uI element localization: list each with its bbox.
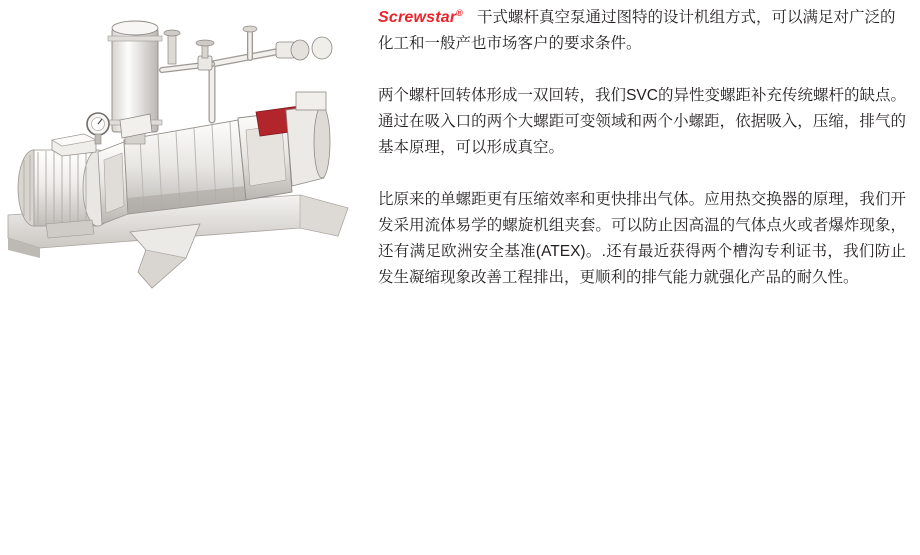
outlet-flange xyxy=(286,92,330,186)
piping xyxy=(162,26,286,120)
paragraph-spacer-2 xyxy=(378,161,906,187)
product-image xyxy=(0,0,360,300)
description-column xyxy=(378,0,906,291)
brand-paragraph xyxy=(378,0,906,57)
motor-assembly xyxy=(18,134,113,238)
paragraph-spacer-1 xyxy=(378,57,906,83)
paragraph-1: 干式螺杆真空泵通过图特的设计机组方式，可以满足对广泛的化工和一般产也市场客户的要求条件。 xyxy=(378,9,896,53)
brand-superscript: ® xyxy=(456,8,463,18)
coupling-housing xyxy=(98,142,128,224)
brand-name: Screwstar xyxy=(378,9,457,27)
paragraph-3: 比原来的单螺距更有压缩效率和更快排出气体。应用热交换器的原理，我们开发采用流体易学的螺旋机组夹套。可以防止因高温的气体点火或者爆炸现象，还有满足欧洲安全基准(ATEX)。.还有最近获得两个槽沟专利证书，我们防止发生凝缩现象改善工程排出，更顺利的排气能力就强化产品的耐久性。 xyxy=(378,191,906,287)
vacuum-pump-illustration xyxy=(0,0,360,300)
paragraph-2: 两个螺杆回转体形成一双回转，我们SVC的异性变螺距补充传统螺杆的缺点。通过在吸入口的两个大螺距可变领域和两个小螺距，依据吸入，压缩，排气的基本原理，可以形成真空。 xyxy=(378,87,906,157)
